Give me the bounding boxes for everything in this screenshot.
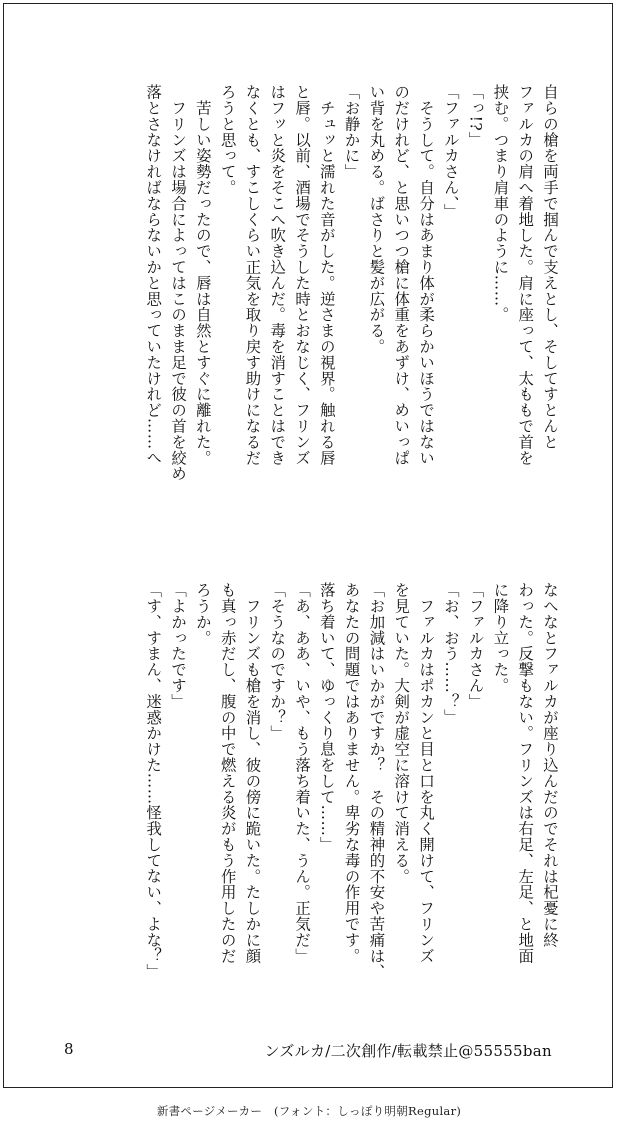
text-line: も真っ赤だし、腹の中で燃える炎がもう作用したのだ [218, 582, 237, 964]
text-line: 落ち着いて、ゆっくり息をして……」 [317, 582, 336, 853]
text-line: チュッと濡れた音がした。逆さまの視界。触れる唇 [317, 84, 336, 466]
text-line: を見ていた。大剣が虚空に溶けて消える。 [392, 582, 411, 885]
text-line: なへなとファルカが座り込んだのでそれは杞憂に終 [541, 582, 559, 948]
text-line: 「お静かに」 [342, 84, 361, 180]
text-line: あなたの問題ではありません。卑劣な毒の作用です。 [342, 582, 361, 964]
text-line: ファルカはポカンと目と口を丸く開けて、フリンズ [417, 582, 436, 964]
page-number: 8 [64, 1040, 75, 1058]
text-line: い背を丸める。ばさりと髪が広がる。 [367, 84, 386, 355]
text-line: ろうか。 [193, 582, 212, 646]
text-line: のだけれど、と思いつつ槍に体重をあずけ、めいっぱ [392, 84, 411, 466]
text-line: 「っ!?」 [466, 84, 485, 148]
text-line: 「お加減はいかがですか？ その精神的不安や苦痛は、 [367, 582, 386, 980]
text-line: 「そうなのですか？」 [268, 582, 287, 741]
text-line: 「お、おう……？」 [441, 582, 460, 726]
text-line: ろうと思って。 [218, 84, 237, 196]
text-line: ファルカの肩へ着地した。肩に座って、太ももで首を [516, 84, 535, 466]
text-line: フリンズは場合によってはこのまま足で彼の首を絞め [169, 84, 188, 482]
text-line: 「ファルカさん、」 [441, 84, 460, 220]
generator-footer: 新書ページメーカー (フォント：しっぽり明朝Regular) [156, 1104, 462, 1118]
text-line: 落とさなければならないかと思っていたけれど……へ [144, 84, 163, 466]
text-line: なくとも、すこしくらい正気を取り戻す助けになるだ [243, 84, 262, 466]
text-line: 「よかったです」 [169, 582, 188, 710]
text-line: 苦しい姿勢だったので、唇は自然とすぐに離れた。 [193, 84, 212, 466]
text-line: 「あ、ああ、いや、もう落ち着いた、うん。正気だ」 [293, 582, 312, 964]
lower-text-block [140, 582, 562, 1027]
text-line: フリンズも槍を消し、彼の傍に跪いた。たしかに顔 [243, 582, 262, 964]
text-line: 「す、すまん、迷惑かけた……怪我してない、よな？」 [144, 582, 163, 980]
text-line: そうして。自分はあまり体が柔らかいほうではない [417, 84, 436, 466]
book-page [3, 3, 613, 1088]
text-line: 挟む。つまり肩車のように……。 [491, 84, 510, 323]
upper-text-block [140, 84, 562, 529]
text-line: に降り立った。 [491, 582, 510, 694]
text-line: わった。反撃もない。フリンズは右足、左足、と地面 [516, 582, 535, 964]
text-line: 「ファルカさん」 [466, 582, 485, 710]
text-line: 自らの槍を両手で掴んで支えとし、そしてすとんと [541, 84, 559, 450]
copyright-credit: ンズルカ/二次創作/転載禁止@55555ban [264, 1042, 552, 1060]
text-line: はフッと炎をそこへ吹き込んだ。毒を消すことはでき [268, 84, 287, 466]
text-line: と唇。以前、酒場でそうした時とおなじく、フリンズ [293, 84, 312, 466]
